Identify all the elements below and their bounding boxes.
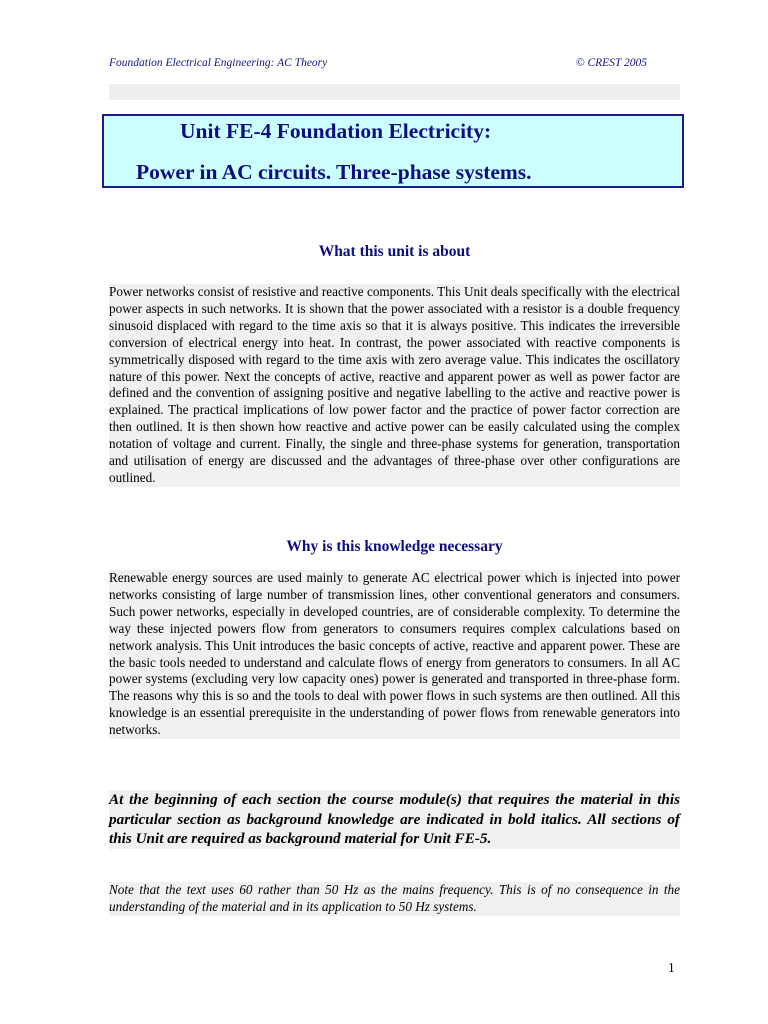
section-body-why: [109, 570, 680, 739]
section-body-about: [109, 284, 680, 487]
page-number: 1: [668, 960, 675, 975]
background-note-text: At the beginning of each section the course module(s) that requires the material in this particular section as background knowledge are indicated in bold italics. All sections of this Unit are required as background material for Unit FE-5.: [109, 791, 680, 847]
header-band: [109, 84, 680, 100]
frequency-note: [109, 882, 680, 916]
background-note: [109, 790, 680, 849]
paragraph-why: Renewable energy sources are used mainly to generate AC electrical power which is injected into power networks consisting of large number of transmission lines, other conventional generators and consumers. Such power networks, especially in developed countries, are of considerable complexity. To determine the way these injected powers flow from generators to consumers requires complex calculations based on network analysis. This Unit introduces the basic concepts of active, reactive and apparent power. These are the basic tools needed to understand and calculate flows of energy from generators to consumers. In all AC power systems (excluding very low capacity ones) power is generated and transported in three-phase form. The reasons why this is so and the tools to deal with power flows in such systems are then outlined. All this knowledge is an essential prerequisite in the understanding of power flows from renewable generators into networks.: [109, 570, 680, 738]
unit-subtitle: Power in AC circuits. Three-phase systems.: [136, 160, 532, 184]
running-header: [109, 57, 647, 69]
header-course-title: Foundation Electrical Engineering: AC Theory: [109, 57, 328, 69]
section-heading-about: What this unit is about: [318, 243, 471, 260]
section-heading-why: Why is this knowledge necessary: [286, 538, 503, 555]
unit-title: Unit FE-4 Foundation Electricity:: [180, 119, 492, 143]
frequency-note-text: Note that the text uses 60 rather than 50 Hz as the mains frequency. This is of no consequence in the understanding of the material and in its application to 50 Hz systems.: [109, 882, 680, 914]
paragraph-about: Power networks consist of resistive and reactive components. This Unit deals specifically with the electrical power aspects in such networks. It is shown that the power associated with a resistor is a double frequency sinusoid displaced with regard to the time axis so that it is always positive. This indicates the irreversible conversion of electrical energy into heat. In contrast, the power associated with reactive components is symmetrically disposed with regard to the time axis with zero average value. This indicates the oscillatory nature of this power. Next the concepts of active, reactive and apparent power as well as power factor are defined and the convention of assigning positive and negative labelling to the active and reactive power is explained. The practical implications of low power factor and the practice of power factor correction are then outlined. It is then shown how reactive and active power can be easily calculated using the complex notation of voltage and current. Finally, the single and three-phase systems for generation, transportation and utilisation of energy are discussed and the advantages of three-phase over other configurations are outlined.: [109, 284, 680, 485]
unit-title-box: [102, 114, 684, 188]
header-copyright: © CREST 2005: [575, 57, 647, 69]
